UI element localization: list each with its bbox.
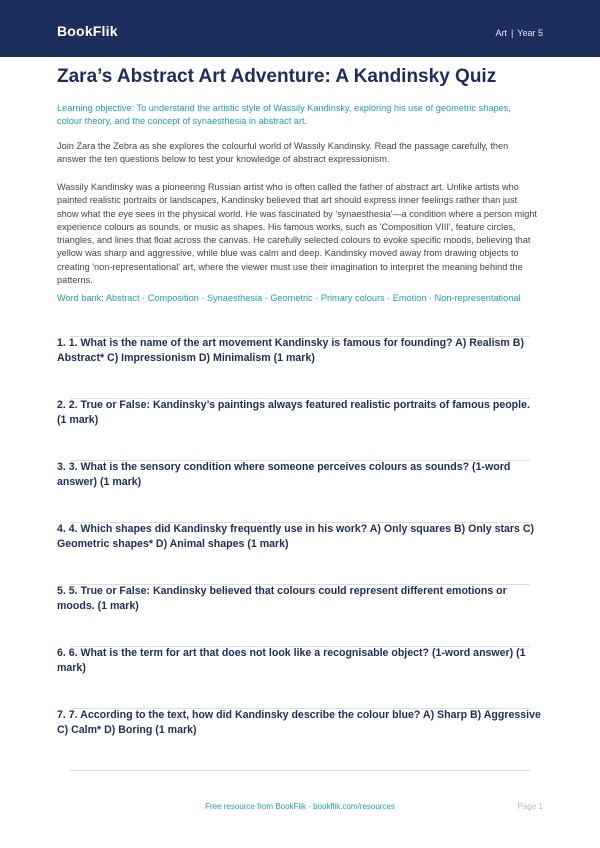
answer-line-6[interactable] bbox=[70, 646, 530, 647]
question-5: 5. 5. True or False: Kandinsky believed that colours could represent different emotions or moods. (1 mark) bbox=[57, 585, 507, 612]
answer-line-5[interactable] bbox=[70, 584, 530, 585]
footer-divider bbox=[70, 770, 530, 771]
question-4: 4. 4. Which shapes did Kandinsky frequently use in his work? A) Only squares B) Only stars C) Geometric shapes* D) Animal shapes (1 mark) bbox=[57, 523, 535, 550]
question-7: 7. 7. According to the text, how did Kandinsky describe the colour blue? A) Sharp B) Aggressive C) Calm* D) Boring (1 mark) bbox=[57, 709, 541, 736]
question-3: 3. 3. What is the sensory condition where someone perceives colours as sounds? (1-word answer) (1 mark) bbox=[57, 461, 511, 488]
question-1: 1. 1. What is the name of the art movement Kandinsky is famous for founding? A) Realism B) Abstract* C) Impressionism D) Minimalism (1 mark) bbox=[57, 337, 524, 364]
page-title: Zara’s Abstract Art Adventure: A Kandinsky Quiz bbox=[57, 66, 497, 87]
word-bank: Word bank: Abstract · Composition · Synaesthesia · Geometric · Primary colours · Emotion · Non-representational bbox=[57, 293, 521, 303]
answer-line-1[interactable] bbox=[70, 336, 530, 337]
question-2: 2. 2. True or False: Kandinsky’s paintings always featured realistic portraits of famous people. (1 mark) bbox=[57, 399, 530, 426]
footer-credit[interactable]: Free resource from BookFlik · bookflik.com/resources bbox=[205, 802, 395, 811]
year-label: Year 5 bbox=[517, 28, 543, 38]
learning-objective: Learning objective: To understand the artistic style of Wassily Kandinsky, exploring his use of geometric shapes, colour theory, and the concept of synaesthesia in abstract art. bbox=[57, 103, 511, 126]
subject-label: Art bbox=[495, 28, 507, 38]
reading-passage: Wassily Kandinsky was a pioneering Russian artist who is often called the father of abstract art. Unlike artists who painted realistic portraits or landscapes, Kandinsky believed that art should express inner feelings rather than just show what the eye sees in the physical world. He was fascinated by 'synaesthesia'—a condition where a person might experience colours as sounds, or music as shapes. His famous works, such as 'Composition VIII', feature circles, triangles, and lines that float across the canvas. He carefully selected colours to evoke specific moods, believing that yellow was sharp and aggressive, while blue was calm and deep. Kandinsky moved away from drawing objects to creating 'non-representational' art, where the viewer must use their imagination to interpret the meaning behind the patterns. bbox=[57, 182, 537, 286]
answer-line-7[interactable] bbox=[70, 708, 530, 709]
question-6: 6. 6. What is the term for art that does not look like a recognisable object? (1-word answer) (1 mark) bbox=[57, 647, 526, 674]
meta-separator: | bbox=[510, 28, 514, 38]
subject-year bbox=[495, 28, 543, 38]
brand-logo: BookFlik bbox=[57, 23, 118, 39]
answer-line-2[interactable] bbox=[70, 398, 530, 399]
page-header bbox=[0, 0, 600, 57]
page-number: Page 1 bbox=[517, 802, 543, 811]
intro-text: Join Zara the Zebra as she explores the colourful world of Wassily Kandinsky. Read the passage carefully, then answer the ten questions below to test your knowledge of abstract expressionism. bbox=[57, 141, 509, 164]
answer-line-3[interactable] bbox=[70, 460, 530, 461]
answer-line-4[interactable] bbox=[70, 522, 530, 523]
